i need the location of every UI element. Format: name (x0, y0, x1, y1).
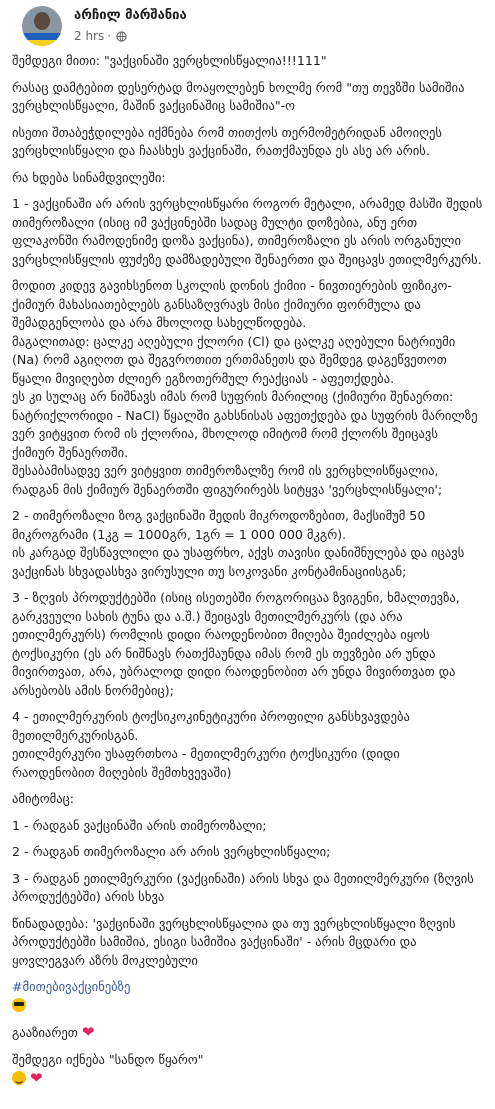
share-line (12, 1023, 483, 1043)
sunglasses-emoji-icon (12, 998, 26, 1012)
meta-separator: · (107, 29, 112, 43)
emoji-line (12, 1069, 483, 1089)
post-paragraph: ისეთი შთაბეჭდილება იქმნება რომ თითქოს თერმომეტრიდან ამოიღეს ვერცხლისწყალი და ჩაასხეს ვაქცინაში, რათქმაუნდა ეს ასე არ არის. (12, 124, 442, 158)
post-paragraph: 2 - რადგან თიმეროზალი არ არის ვერცხლისწყალი; (12, 844, 331, 859)
author-name[interactable]: არჩილ მარშანია (74, 8, 187, 23)
post-paragraph: მოდით კიდევ გავიხსენოთ სკოლის დონის ქიმიი - ნივთიერების ფიზიკო-ქიმიურ მახასიათებლებს განსაზღვრავს მისი ქიმიური ფორმულა და შემადგენლობა და არა მხოლოდ სახელწოდება. (12, 278, 452, 330)
post-paragraph: მაგალითად: ცალკე აღებული ქლორი (Cl) და ცალკე აღებული ნატრიუმი (Na) რომ აგიღოთ და შეგვროთით ერთმანეთს და შემდეგ დაგეწვეთოთ წყალი მივიღებთ ძლიერ ეგზოთერმულ რეაქციას - აფეთქდება. (12, 333, 456, 386)
post-paragraph: წინადადება: 'ვაქცინაში ვერცხლისწყალია და თუ ვერცხლისწყალი ზღვის პროდუქტებში სამიშია, ესიგი სამიშია ვაქცინაში' - არის მცდარი და ყოვლეგვარ აზრს მოკლებული (12, 915, 456, 968)
post-paragraph: შემდეგი მითი: "ვაქცინაში ვერცხლისწყალია!!!111" (12, 53, 327, 68)
emoji-line (12, 997, 483, 1016)
post-paragraph: 2 - თიმეროზალი ზოგ ვაქცინაში შედის მიკროდოზებით, მაქსიმუმ 50 მიკროგრამი (1კგ = 1000გრ, 1გრ = 1 000 000 მკგრ). ის კარგად შესწავლილი და უსაფრხო, აქვს თავისი დანიშნულება და იცავს ვაქცინას სხვადასხვა ვირუსული თუ სოკოვანი კონტამინაციისგან; (12, 508, 465, 579)
post-paragraph: 3 - ზღვის პროდუქტებში (ისიც ისეთებში როგორიცაა ზვიგენი, ხმალთევზა, გარკვეული სახის ტუნა და ა.შ.) შეიცავს მეთილმერკურს (და არა ეთილმერკურს) რომლის დიდი რაოდენობით მიღება შეიძლება იყოს ტოქსიკური (ეს არ ნიშნავს რათქმაუნდა იმას რომ ეს თევზები არ უნდა მივირთვათ, არა, უბრალოდ დიდი რაოდენობით არ უნდა მივირთვათ და არსებობს ამის ნორმებიც); (12, 590, 460, 698)
grinning-emoji-icon (12, 1071, 26, 1085)
share-text: გააზიარეთ (12, 1025, 78, 1040)
post-meta (74, 29, 127, 43)
hashtag-text[interactable]: #მითებივაქცინებზე (12, 979, 131, 994)
post-paragraph: ამიტომაც: (12, 791, 75, 806)
post-body (12, 52, 495, 1089)
heart-icon: ❤ (30, 1069, 43, 1087)
post-paragraph: 4 - ეთილმერკურის ტოქსიკოკინეტიკური პროფილი განსხვავდება მეთილმერკურისგან. ეთილმერკური უსაფრთხოა - მეთილმერკური ტოქსიკური (დიდი რაოდენობით მიღების შემთხვევაში) (12, 709, 410, 780)
hashtag-link[interactable] (12, 978, 483, 997)
globe-icon (116, 31, 127, 42)
post-time[interactable]: 2 hrs (74, 29, 105, 43)
post-paragraph: 3 - რადგან ეთილმერკური (ვაქცინაში) არის სხვა და მეთილმერკური (ზღვის პროდუქტებში) არის სხვა (12, 870, 474, 904)
post-paragraph: რასაც დამტებით დესერტად მოაყოლებენ ხოლმე რომ "თუ თევზში სამიშია ვერცხლისწყალი, მაშინ ვაქცინაშიც სამიშია"-ო (12, 79, 465, 113)
author-avatar[interactable] (22, 6, 62, 46)
next-topic-text: შემდეგი იქნება "სანდო წყარო" (12, 1051, 204, 1067)
heart-icon: ❤ (81, 1023, 95, 1041)
post-header (12, 0, 495, 52)
post-paragraph: შესაბამისადვე ვერ ვიტყვით თიმეროზალზე რომ ის ვერცხლისწყალია, რადგან მის ქიმიურ შენაერთში ფიგურირებს სიტყვა 'ვერცხლისწყალი'; (12, 463, 443, 497)
post-paragraph: 1 - რადგან ვაქცინაში არის თიმეროზალი; (12, 817, 267, 833)
post-paragraph: 1 - ვაქცინაში არ არის ვერცხლისწყარი როგორ მეტალი, არამედ მასში შედის თიმეროზალი (ისიც იმ ვაქცინებში სადაც მულტი დოზებია, ანუ ერთ ფლაკონში რამოდენიმე დოზა ვაქცინა), თიმეროზალი ეს არის ორგანული ვერცხლისწყლის ფუძეზე დამზადებული შენაერთი და შეიცავს ეთილმერკურს. (12, 196, 483, 267)
post-paragraph: ეს კი სულაც არ ნიშნავს იმას რომ სუფრის მარილიც (ქიმიური შენაერთი: ნატრიქლორიდი - NaCl) წყალში გახსნისას აფეთქდება და სუფრის მარილზე ვერ ვიტყვით რომ ის ქლორია, მხოლოდ იმიტომ რომ ქლორს შეიცავს ქიმიურ შენაერთში. (12, 389, 478, 460)
post-paragraph: რა ხდება სინამდვილეში: (12, 169, 166, 185)
